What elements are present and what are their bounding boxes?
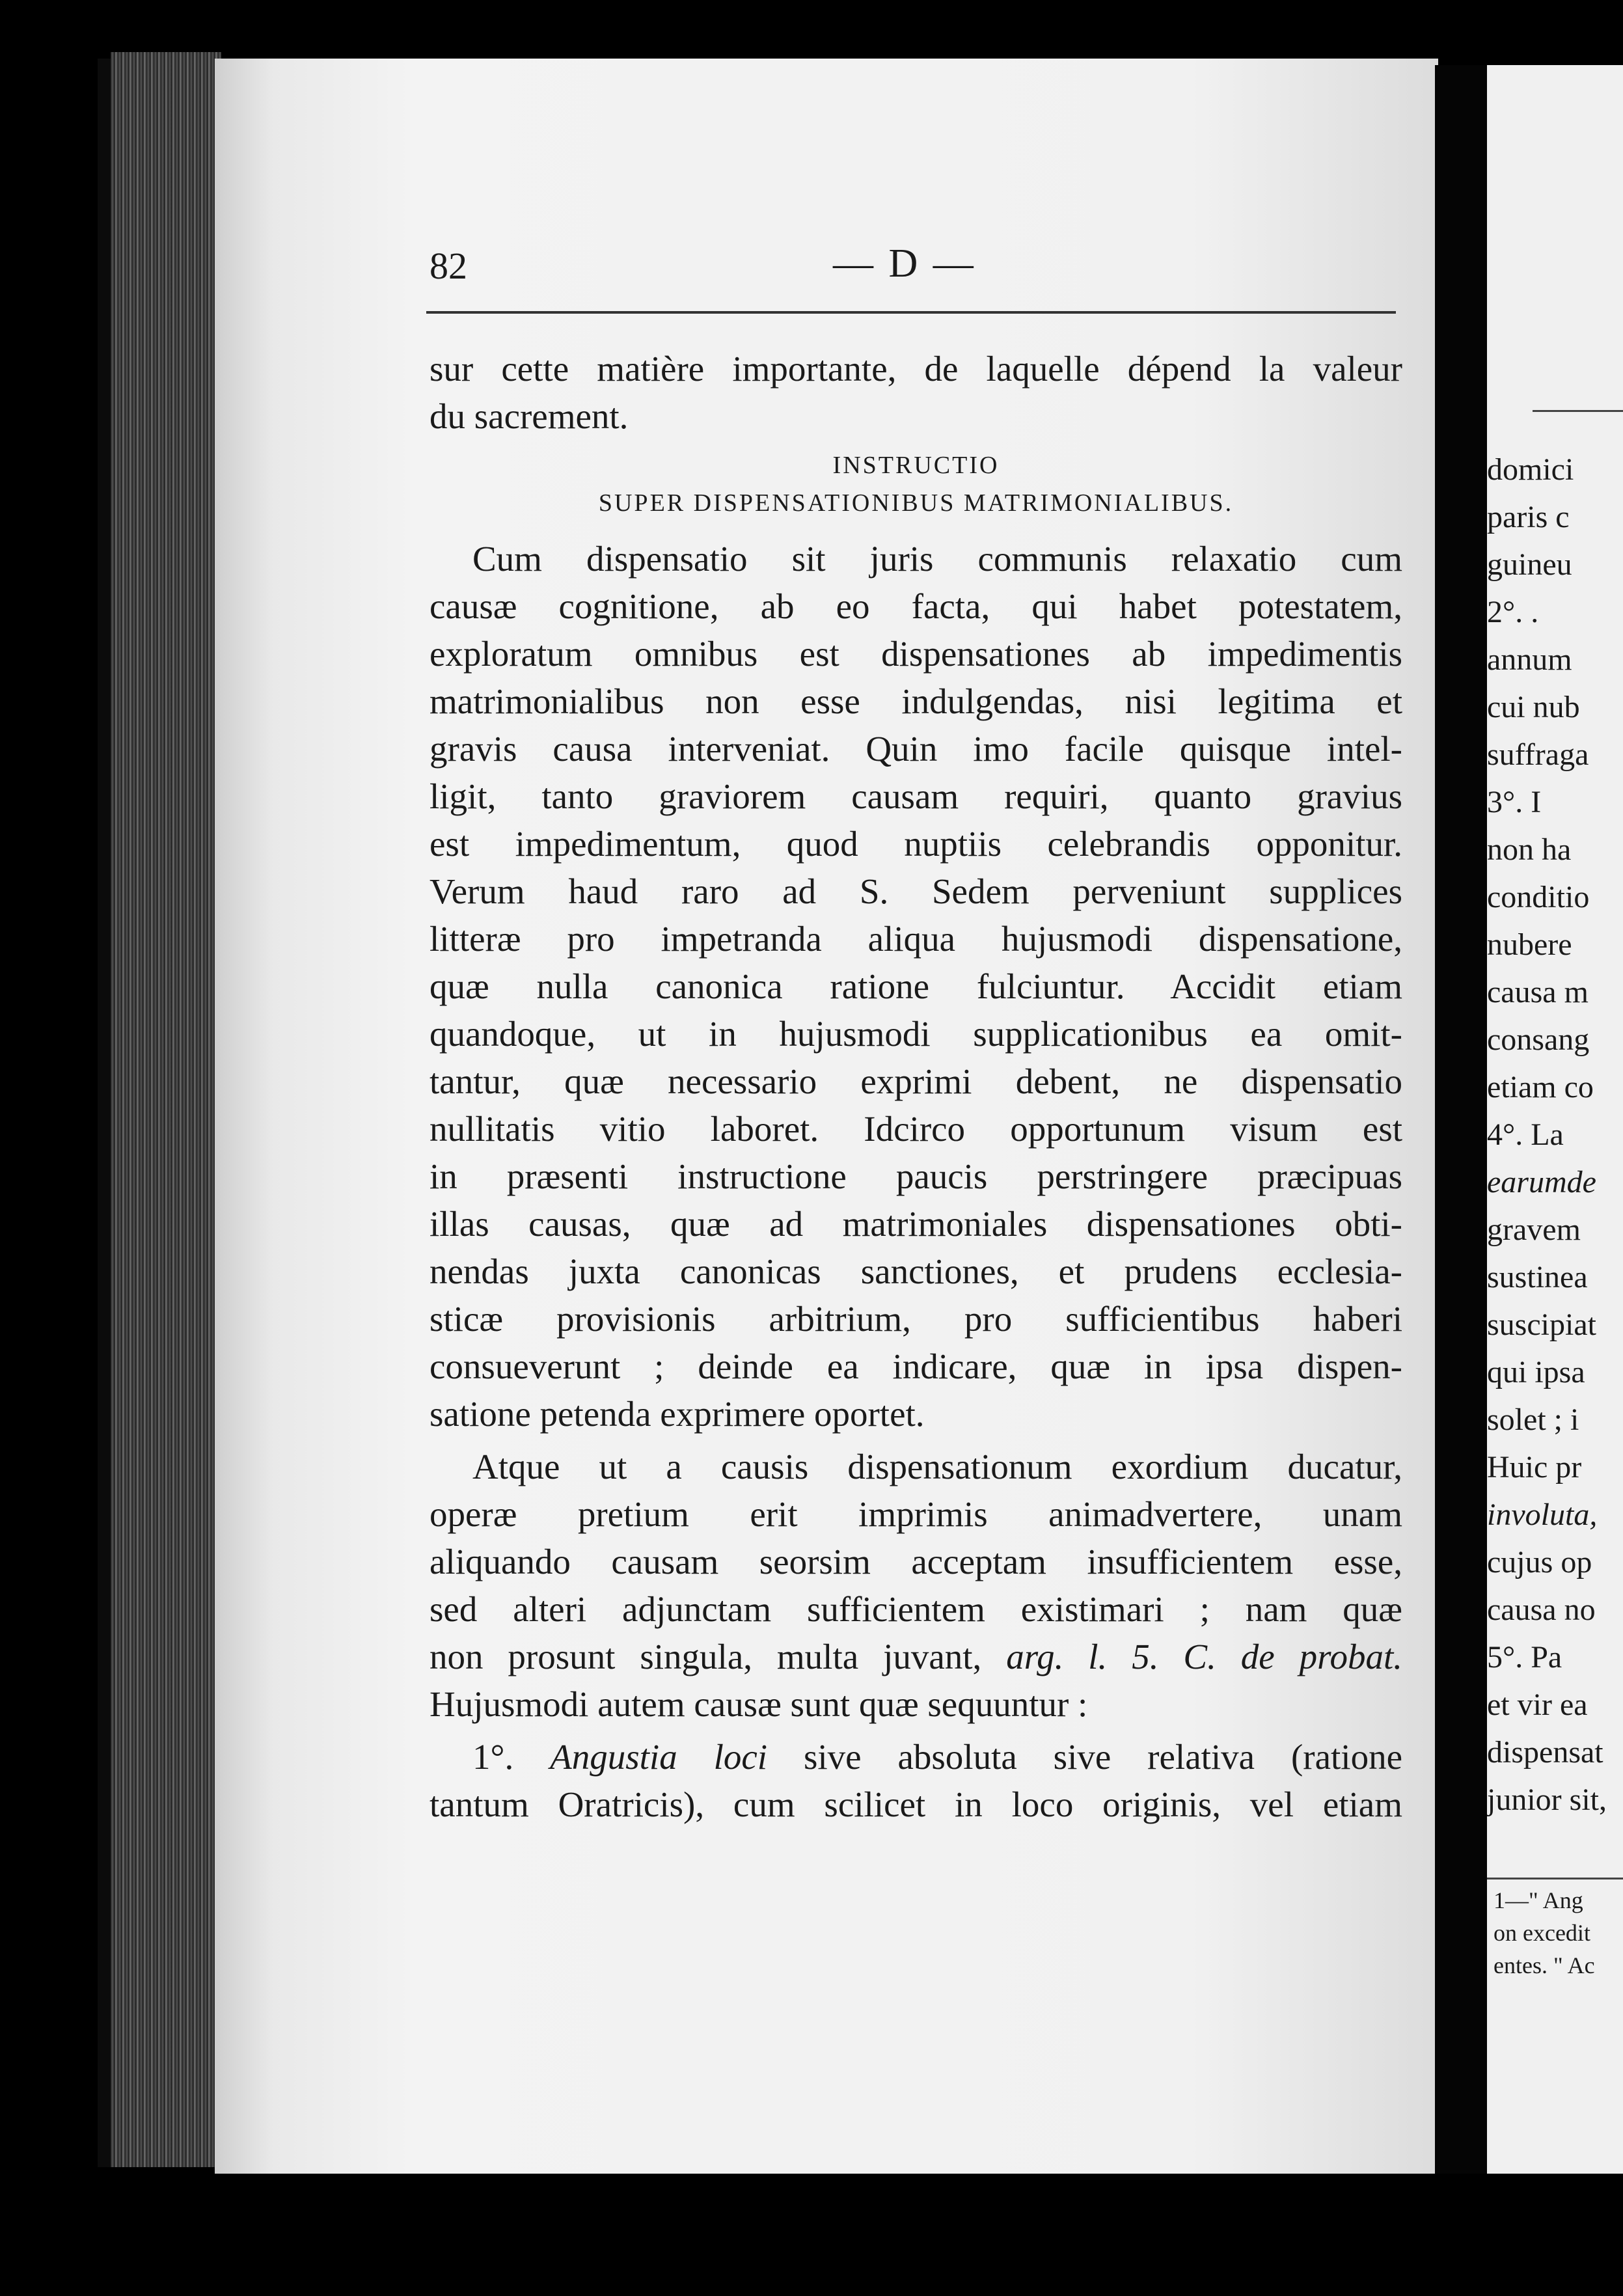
footnote-line: entes. " Ac (1493, 1952, 1595, 1978)
footnote-rule (1487, 1878, 1623, 1879)
text-line: aliquando causam seorsim acceptam insufficientem esse, (430, 1542, 1402, 1581)
footnote-line: 1—" Ang (1493, 1887, 1583, 1913)
text-line: gravis causa interveniat. Quin imo facile quisque intel- (430, 729, 1402, 769)
text-line: consueverunt ; deinde ea indicare, quæ in ipsa dispen- (430, 1346, 1402, 1386)
text-line: sur cette matière importante, de laquelle dépend la valeur (430, 349, 1402, 389)
text-line: sticæ provisionis arbitrium, pro sufficientibus haberi (430, 1299, 1402, 1339)
text-line: du sacrement. (430, 396, 629, 436)
body-text (430, 345, 1402, 1828)
text-line: sed alteri adjunctam sufficientem existimari ; nam quæ (430, 1589, 1402, 1629)
item-term: Angustia loci (550, 1737, 768, 1777)
text-line: Huic pr (1487, 1450, 1582, 1484)
gutter-shadow (1435, 65, 1487, 2174)
text-line: etiam co (1487, 1070, 1594, 1104)
next-page-footnote (1493, 1884, 1595, 1982)
next-page-text (1487, 446, 1607, 1824)
text-line: ligit, tanto graviorem causam requiri, quanto gravius (430, 776, 1402, 816)
page-edges (111, 52, 221, 2167)
text-line: suscipiat (1487, 1307, 1596, 1342)
item-number: 1°. (472, 1737, 551, 1777)
next-page-header-rule (1533, 410, 1623, 412)
next-page-partial (1487, 65, 1623, 2174)
text-line: sustinea (1487, 1260, 1588, 1294)
text-line: matrimonialibus non esse indulgendas, nisi legitima et (430, 681, 1402, 721)
text-line: tantum Oratricis), cum scilicet in loco originis, vel etiam (430, 1784, 1402, 1824)
text-line: illas causas, quæ ad matrimoniales dispensationes obti- (430, 1204, 1402, 1244)
text-line: consang (1487, 1022, 1590, 1057)
page-number: 82 (430, 245, 467, 287)
text-line: gravem (1487, 1212, 1581, 1247)
text-line-item (430, 1733, 1402, 1781)
text-line: cui nub (1487, 690, 1580, 724)
text-line: Verum haud raro ad S. Sedem perveniunt supplices (430, 871, 1402, 911)
text-line: qui ipsa (1487, 1355, 1585, 1389)
text-line: conditio (1487, 880, 1590, 914)
text-span: sive absoluta sive relativa (ratione (767, 1737, 1402, 1777)
text-line: nullitatis vitio laboret. Idcirco opportunum visum est (430, 1109, 1402, 1149)
text-line: nendas juxta canonicas sanctiones, et prudens ecclesia- (430, 1251, 1402, 1291)
text-line: operæ pretium erit imprimis animadvertere, unam (430, 1494, 1402, 1534)
text-line: Cum dispensatio sit juris communis relaxatio cum (472, 539, 1402, 579)
text-line: exploratum omnibus est dispensationes ab impedimentis (430, 634, 1402, 674)
text-line: causa no (1487, 1592, 1596, 1627)
text-line: involuta, (1487, 1497, 1598, 1532)
text-line: suffraga (1487, 737, 1589, 772)
text-line: est impedimentum, quod nuptiis celebrandis opponitur. (430, 824, 1402, 864)
section-subheading: SUPER DISPENSATIONIBUS MATRIMONIALIBUS. (598, 489, 1234, 517)
paragraph-1 (430, 535, 1402, 1438)
text-line: causæ cognitione, ab eo facta, qui habet potestatem, (430, 586, 1402, 626)
text-line: Hujusmodi autem causæ sunt quæ sequuntur : (430, 1684, 1088, 1724)
text-line: Atque ut a causis dispensationum exordium ducatur, (472, 1447, 1402, 1486)
text-line: in præsenti instructione paucis perstringere præcipuas (430, 1156, 1402, 1196)
text-line: 2°. . (1487, 595, 1539, 629)
text-line: domici (1487, 452, 1574, 487)
text-line: junior sit, (1487, 1783, 1607, 1817)
text-line: et vir ea (1487, 1688, 1588, 1722)
text-line: quæ nulla canonica ratione fulciuntur. Accidit etiam (430, 966, 1402, 1006)
footnote-line: on excedit (1493, 1920, 1590, 1946)
list-item-1 (430, 1733, 1402, 1828)
text-line: solet ; i (1487, 1402, 1579, 1437)
text-line: 4°. La (1487, 1117, 1564, 1152)
text-line: causa m (1487, 975, 1589, 1009)
text-line: 3°. I (1487, 785, 1542, 819)
text-line: guineu (1487, 547, 1572, 582)
text-line: paris c (1487, 500, 1570, 534)
text-span: non prosunt singula, multa juvant, (430, 1637, 1007, 1676)
text-line: cujus op (1487, 1545, 1592, 1579)
text-line: nubere (1487, 927, 1572, 962)
paragraph-2 (430, 1443, 1402, 1728)
text-line: tantur, quæ necessario exprimi debent, ne dispensatio (430, 1061, 1402, 1101)
text-line: litteræ pro impetranda aliqua hujusmodi dispensatione, (430, 919, 1402, 959)
text-line: earumde (1487, 1165, 1596, 1199)
text-line: non ha (1487, 832, 1572, 867)
section-heading: INSTRUCTIO (832, 452, 1000, 479)
text-line: dispensat (1487, 1735, 1603, 1770)
citation: arg. l. 5. C. de probat. (1006, 1637, 1402, 1676)
text-line: annum (1487, 642, 1572, 677)
text-line: 5°. Pa (1487, 1640, 1562, 1674)
running-title: — D — (833, 241, 976, 286)
text-line: quandoque, ut in hujusmodi supplicationibus ea omit- (430, 1014, 1402, 1054)
text-line: satione petenda exprimere oportet. (430, 1394, 925, 1434)
text-line-citation (430, 1633, 1402, 1680)
header-rule (426, 311, 1396, 314)
